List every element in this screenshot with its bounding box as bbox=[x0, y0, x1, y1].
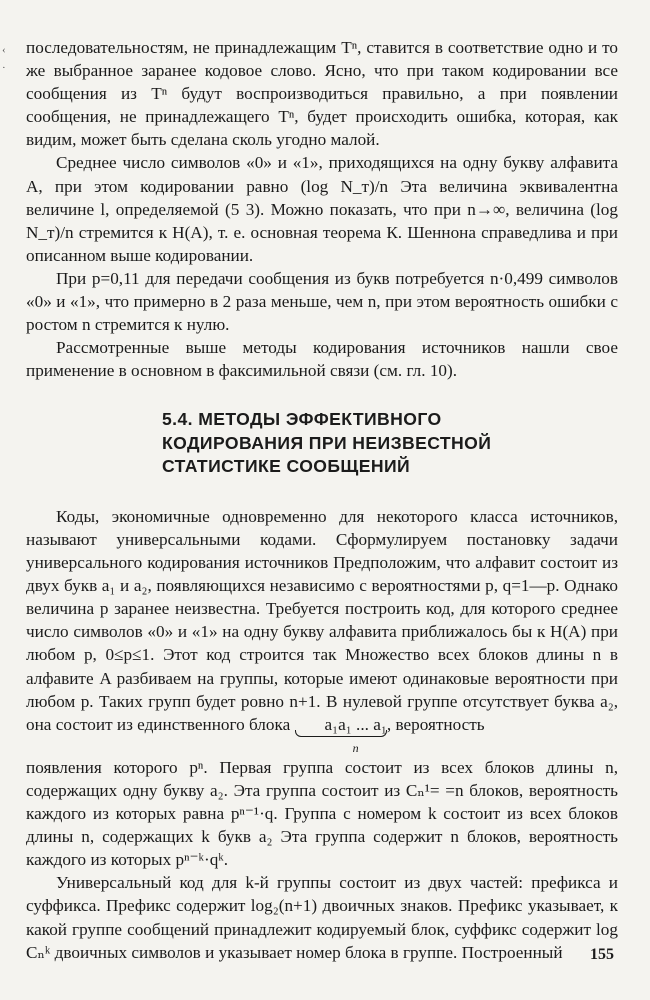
paragraph: При p=0,11 для передачи сообщения из букв потребуется n·0,499 символов «0» и «1», что примерно в 2 раза меньше, чем n, при этом вероятность ошибки с ростом n стремится к нулю. bbox=[26, 268, 618, 335]
paragraph: последовательностям, не принадлежащим Tⁿ, ставится в соответствие одно и то же выбранное заранее кодовое слово. Ясно, что при таком кодировании все сообщения из Tⁿ будут воспроизводиться правильно, а при появлении сообщения, не принадлежащего Tⁿ, будет происходить ошибка, которая, как видим, может быть сделана сколь угодно малой. bbox=[26, 38, 618, 150]
paragraph: Рассмотренные выше методы кодирования источников нашли свое применение в основном в факсимильной связи (см. гл. 10). bbox=[26, 338, 618, 381]
underbrace-label: n bbox=[352, 740, 359, 755]
block-formula bbox=[295, 713, 387, 755]
paragraph: Универсальный код для k-й группы состоит из двух частей: префикса и суффикса. Префикс содержит log₂(n+1) двоичных знаков. Префикс указывает, к какой группе сообщений принадлежит кодируемый блок, суффикс содержит log Cₙᵏ двоичных символов и указывает номер блока в группе. Построенный bbox=[26, 873, 618, 962]
heading-line: 5.4. МЕТОДЫ ЭФФЕКТИВНОГО bbox=[162, 409, 442, 430]
paragraph bbox=[26, 505, 618, 755]
paragraph: появления которого pⁿ. Первая группа состоит из всех блоков длины n, содержащих одну букву a₂. Эта группа состоит из Cₙ¹= =n блоков, вероятность каждого из которых равна pⁿ⁻¹·q. Группа с номером k состоит из всех блоков длины n, содержащих k букв a₂ Эта группа содержит n блоков, вероятность каждого из которых pⁿ⁻ᵏ·qᵏ. bbox=[26, 757, 618, 870]
paragraph-text: , вероятность bbox=[386, 714, 485, 734]
paragraph: Среднее число символов «0» и «1», приходящихся на одну букву алфавита A, при этом кодировании равно (log N_т)/n Эта величина эквивалентна величине l, определяемой (5 3). Можно показать, что при n→∞, величина (log N_т)/n стремится к H(A), т. е. основная теорема К. Шеннона справедлива и при описанном выше кодировании. bbox=[26, 153, 618, 265]
page-number: 155 bbox=[590, 946, 614, 963]
block-formula-text: a₁a₁ ... a₁ bbox=[324, 714, 387, 734]
margin-tick: ‹ bbox=[2, 44, 6, 56]
section-heading bbox=[162, 408, 618, 479]
page-body bbox=[26, 36, 618, 964]
heading-line: КОДИРОВАНИЯ ПРИ НЕИЗВЕСТНОЙ bbox=[162, 432, 492, 453]
paragraph-text: Коды, экономичные одновременно для некоторого класса источников, называют универсальными кодами. Сформулируем постановку задачи универсального кодирования источников Предположим, что алфавит состоит из двух букв a₁ и a₂, появляющихся независимо с вероятностями p, q=1—p. Однако величина p заранее неизвестна. Требуется построить код, для которого среднее число символов «0» и «1» на одну букву алфавита приближалось бы к H(A) при любом p, 0≤p≤1. Этот код строится так Множество всех блоков длины n в алфавите A разбиваем на группы, которые имеют одинаковые вероятности при любом p. Таких групп будет ровно n+1. В нулевой группе отсутствует буква a₂, она состоит из единственного блока bbox=[26, 506, 618, 734]
margin-tick: · bbox=[2, 62, 6, 74]
heading-line: СТАТИСТИКЕ СООБЩЕНИЙ bbox=[162, 456, 411, 477]
underbrace bbox=[295, 730, 387, 737]
